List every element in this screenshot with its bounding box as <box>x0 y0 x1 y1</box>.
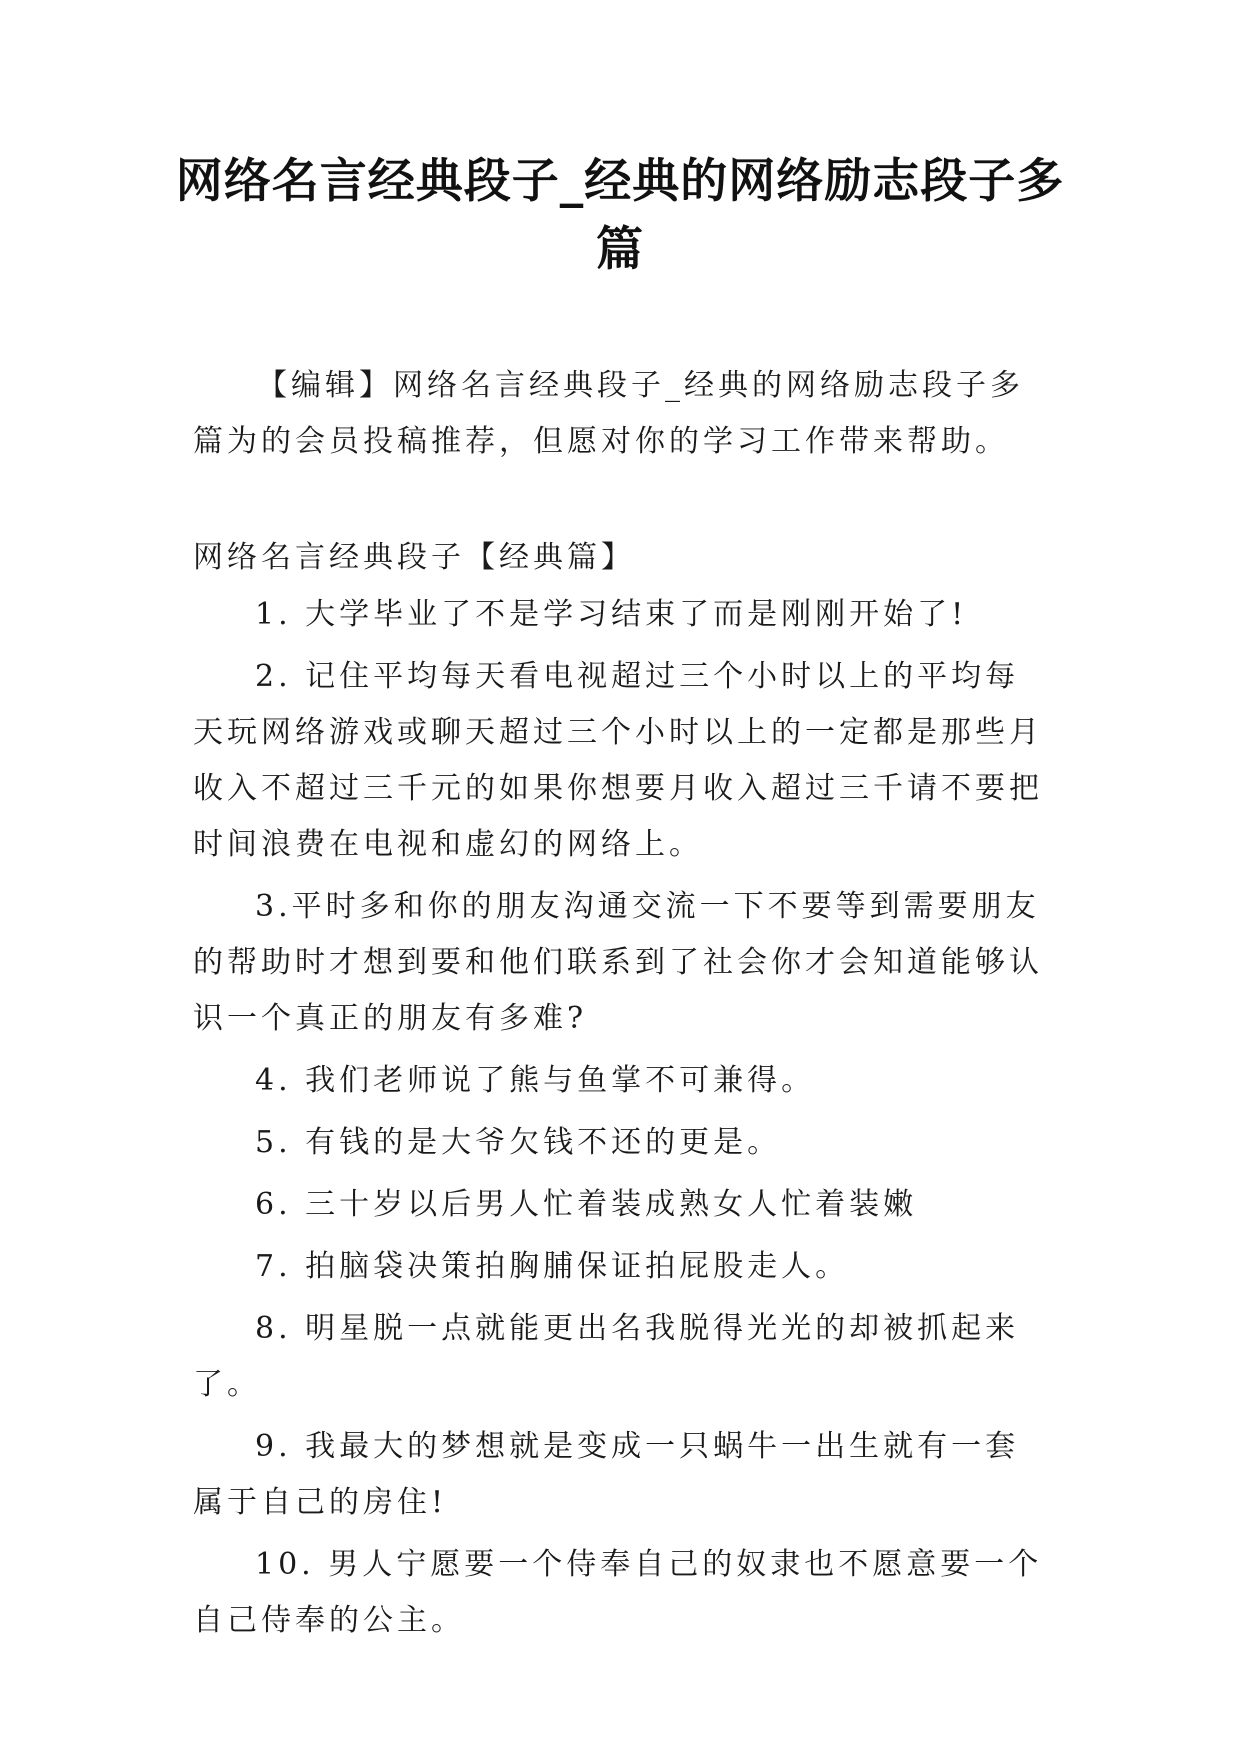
list-item-3: 3.平时多和你的朋友沟通交流一下不要等到需要朋友的帮助时才想到要和他们联系到了社会你才会知道能够认识一个真正的朋友有多难? <box>193 889 1043 1036</box>
list-item-8: 8. 明星脱一点就能更出名我脱得光光的却被抓起来了。 <box>193 1311 1020 1402</box>
intro-paragraph: 【编辑】网络名言经典段子_经典的网络励志段子多篇为的会员投稿推荐，但愿对你的学习工作带来帮助。 <box>193 368 1024 459</box>
list-item-2: 2. 记住平均每天看电视超过三个小时以上的平均每天玩网络游戏或聊天超过三个小时以上的一定都是那些月收入不超过三千元的如果你想要月收入超过三千请不要把时间浪费在电视和虚幻的网络上。 <box>193 659 1043 862</box>
list-item-7: 7. 拍脑袋决策拍胸脯保证拍屁股走人。 <box>255 1249 850 1284</box>
list-item-10: 10. 男人宁愿要一个侍奉自己的奴隶也不愿意要一个自己侍奉的公主。 <box>193 1547 1043 1638</box>
list-item-9: 9. 我最大的梦想就是变成一只蜗牛一出生就有一套属于自己的房住! <box>193 1429 1020 1520</box>
list-item-6: 6. 三十岁以后男人忙着装成熟女人忙着装嫩 <box>255 1187 918 1222</box>
title-line-2: 篇 <box>596 222 644 277</box>
list-item-4: 4. 我们老师说了熊与鱼掌不可兼得。 <box>255 1063 816 1098</box>
title-line-1: 网络名言经典段子_经典的网络励志段子多 <box>175 154 1065 209</box>
document-title <box>150 148 1090 284</box>
list-item-5: 5. 有钱的是大爷欠钱不还的更是。 <box>255 1125 782 1160</box>
list-item-1: 1. 大学毕业了不是学习结束了而是刚刚开始了! <box>255 597 968 632</box>
quote-list <box>193 587 1053 1655</box>
section-heading: 网络名言经典段子【经典篇】 <box>193 540 635 575</box>
